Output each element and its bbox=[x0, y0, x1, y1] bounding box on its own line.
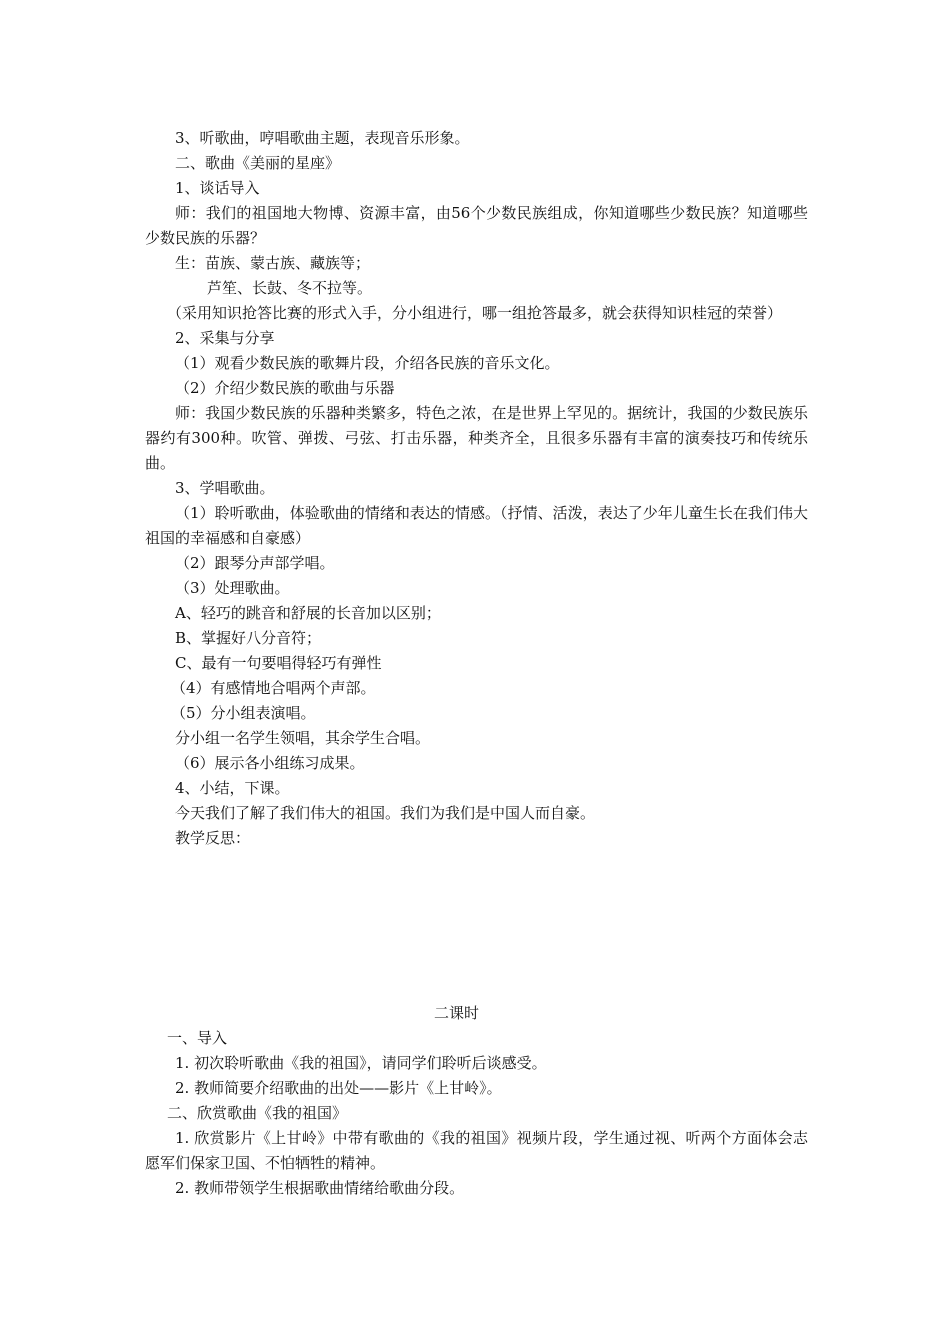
paragraph: （采用知识抢答比赛的形式入手，分小组进行，哪一组抢答最多，就会获得知识桂冠的荣誉） bbox=[167, 304, 783, 322]
text-line: （5）分小组表演唱。 bbox=[171, 704, 316, 722]
paragraph: 1. 欣赏影片《上甘岭》中带有歌曲的《我的祖国》视频片段，学生通过视、听两个方面体会志愿军们保家卫国、不怕牺牲的精神。 bbox=[145, 1129, 808, 1172]
sub-heading: 1、谈话导入 bbox=[175, 179, 260, 197]
text-line: （6）展示各小组练习成果。 bbox=[175, 754, 365, 772]
text-line: 2. 教师带领学生根据歌曲情绪给歌曲分段。 bbox=[175, 1179, 465, 1197]
text-line: （4）有感情地合唱两个声部。 bbox=[171, 679, 376, 697]
section-heading: 二、歌曲《美丽的星座》 bbox=[175, 154, 341, 172]
text-line: 芦笙、长鼓、冬不拉等。 bbox=[207, 279, 373, 297]
text-line: （2）介绍少数民族的歌曲与乐器 bbox=[175, 379, 395, 397]
text-line: C、最有一句要唱得轻巧有弹性 bbox=[175, 654, 382, 672]
sub-heading: 3、学唱歌曲。 bbox=[175, 479, 275, 497]
text-line: 2. 教师简要介绍歌曲的出处——影片《上甘岭》。 bbox=[175, 1079, 502, 1097]
text-line: A、轻巧的跳音和舒展的长音加以区别； bbox=[175, 604, 441, 622]
text-line: （2）跟琴分声部学唱。 bbox=[175, 554, 335, 572]
text-line: 1. 初次聆听歌曲《我的祖国》，请同学们聆听后谈感受。 bbox=[175, 1054, 547, 1072]
text-line: 3、听歌曲，哼唱歌曲主题，表现音乐形象。 bbox=[175, 129, 470, 147]
section-heading: 一、导入 bbox=[167, 1029, 228, 1047]
lesson-title: 二课时 bbox=[433, 1004, 479, 1022]
section-heading: 二、欣赏歌曲《我的祖国》 bbox=[167, 1104, 348, 1122]
paragraph: 师：我国少数民族的乐器种类繁多，特色之浓，在是世界上罕见的。据统计，我国的少数民族乐器约有300种。吹管、弹拨、弓弦、打击乐器，种类齐全，且很多乐器有丰富的演奏技巧和传统乐曲。 bbox=[145, 404, 808, 472]
sub-heading: 4、小结，下课。 bbox=[175, 779, 290, 797]
text-line: （1）观看少数民族的歌舞片段，介绍各民族的音乐文化。 bbox=[175, 354, 560, 372]
sub-heading: 2、采集与分享 bbox=[175, 329, 275, 347]
paragraph: （1）聆听歌曲，体验歌曲的情绪和表达的情感。（抒情、活泼，表达了少年儿童生长在我们伟大祖国的幸福感和自豪感） bbox=[145, 504, 808, 547]
text-line: 生：苗族、蒙古族、藏族等； bbox=[175, 254, 371, 272]
text-line: （3）处理歌曲。 bbox=[175, 579, 290, 597]
blank-space bbox=[145, 851, 808, 1001]
text-line: B、掌握好八分音符； bbox=[175, 629, 322, 647]
text-line: 教学反思： bbox=[175, 829, 251, 847]
document-page bbox=[145, 126, 808, 1201]
text-line: 今天我们了解了我们伟大的祖国。我们为我们是中国人而自豪。 bbox=[175, 804, 596, 822]
paragraph: 师：我们的祖国地大物博、资源丰富，由56个少数民族组成，你知道哪些少数民族？知道哪些少数民族的乐器？ bbox=[145, 204, 808, 247]
text-line: 分小组一名学生领唱，其余学生合唱。 bbox=[175, 729, 431, 747]
